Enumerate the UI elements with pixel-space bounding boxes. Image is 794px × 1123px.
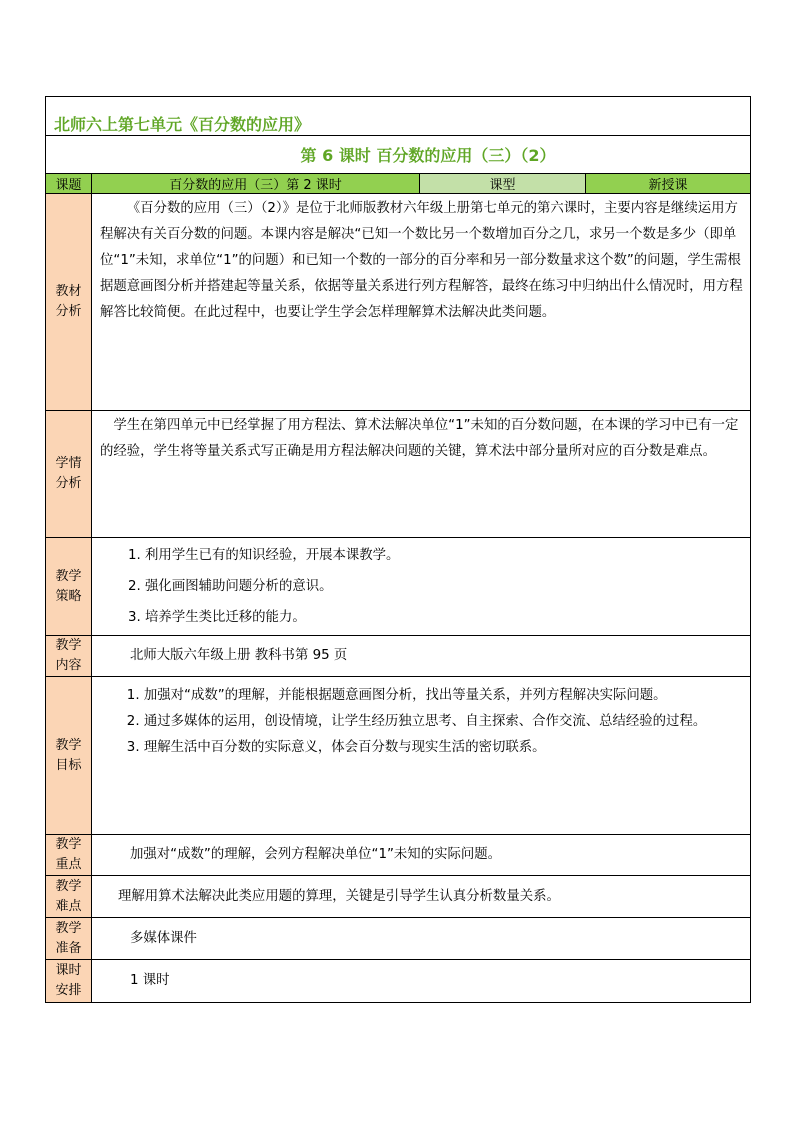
lesson-title: 第 6 课时 百分数的应用（三）（2）	[46, 136, 751, 174]
lesson-plan-table	[45, 96, 751, 1003]
goal-item: 2. 通过多媒体的运用，创设情境，让学生经历独立思考、自主探索、合作交流、总结经验的过程。	[126, 714, 707, 729]
strategy-item: 3. 培养学生类比迁移的能力。	[128, 610, 306, 625]
topic-value: 百分数的应用（三）第 2 课时	[92, 174, 420, 194]
content-label: 教学内容	[46, 636, 92, 677]
topic-label: 课题	[46, 174, 92, 194]
material-label: 教材分析	[46, 194, 92, 411]
strategy-item: 1. 利用学生已有的知识经验，开展本课教学。	[128, 548, 400, 563]
students-label: 学情分析	[46, 411, 92, 538]
students-text	[92, 411, 751, 538]
type-value: 新授课	[586, 174, 751, 194]
preparation-label: 教学准备	[46, 918, 92, 960]
strategy-list	[92, 538, 751, 636]
difficulty-label: 教学难点	[46, 876, 92, 918]
unit-title: 北师六上第七单元《百分数的应用》	[46, 97, 751, 136]
schedule-label: 课时安排	[46, 960, 92, 1003]
strategy-item: 2. 强化画图辅助问题分析的意识。	[128, 579, 333, 594]
key-text: 加强对“成数”的理解，会列方程解决单位“1”未知的实际问题。	[92, 835, 751, 876]
difficulty-text: 理解用算术法解决此类应用题的算理，关键是引导学生认真分析数量关系。	[92, 876, 751, 918]
strategy-label: 教学策略	[46, 538, 92, 636]
goals-list	[92, 677, 751, 835]
material-paragraph: 《百分数的应用（三）（2）》是位于北师版教材六年级上册第七单元的第六课时，主要内容是继续运用方程解决有关百分数的问题。本课内容是解决“已知一个数比另一个数增加百分之几，求另一个数是多少（即单位“1”未知，求单位“1”的问题）和已知一个数的一部分的百分率和另一部分数量求这个数”的问题，学生需根据题意画图分析并搭建起等量关系，依据等量关系进行列方程解答，最终在练习中归纳出什么情况时，用方程解答比较简便。在此过程中，也要让学生学会怎样理解算术法解决此类问题。	[100, 201, 743, 320]
key-label: 教学重点	[46, 835, 92, 876]
goals-label: 教学目标	[46, 677, 92, 835]
schedule-text: 1 课时	[92, 960, 751, 1003]
material-text	[92, 194, 751, 411]
preparation-text: 多媒体课件	[92, 918, 751, 960]
goal-item: 3. 理解生活中百分数的实际意义，体会百分数与现实生活的密切联系。	[126, 740, 546, 755]
goal-item: 1. 加强对“成数”的理解，并能根据题意画图分析，找出等量关系，并列方程解决实际问题。	[126, 688, 667, 703]
type-label: 课型	[420, 174, 586, 194]
students-paragraph: 学生在第四单元中已经掌握了用方程法、算术法解决单位“1”未知的百分数问题，在本课的学习中已有一定的经验，学生将等量关系式写正确是用方程法解决问题的关键，算术法中部分量所对应的百分数是难点。	[100, 418, 739, 459]
content-text: 北师大版六年级上册 教科书第 95 页	[92, 636, 751, 677]
